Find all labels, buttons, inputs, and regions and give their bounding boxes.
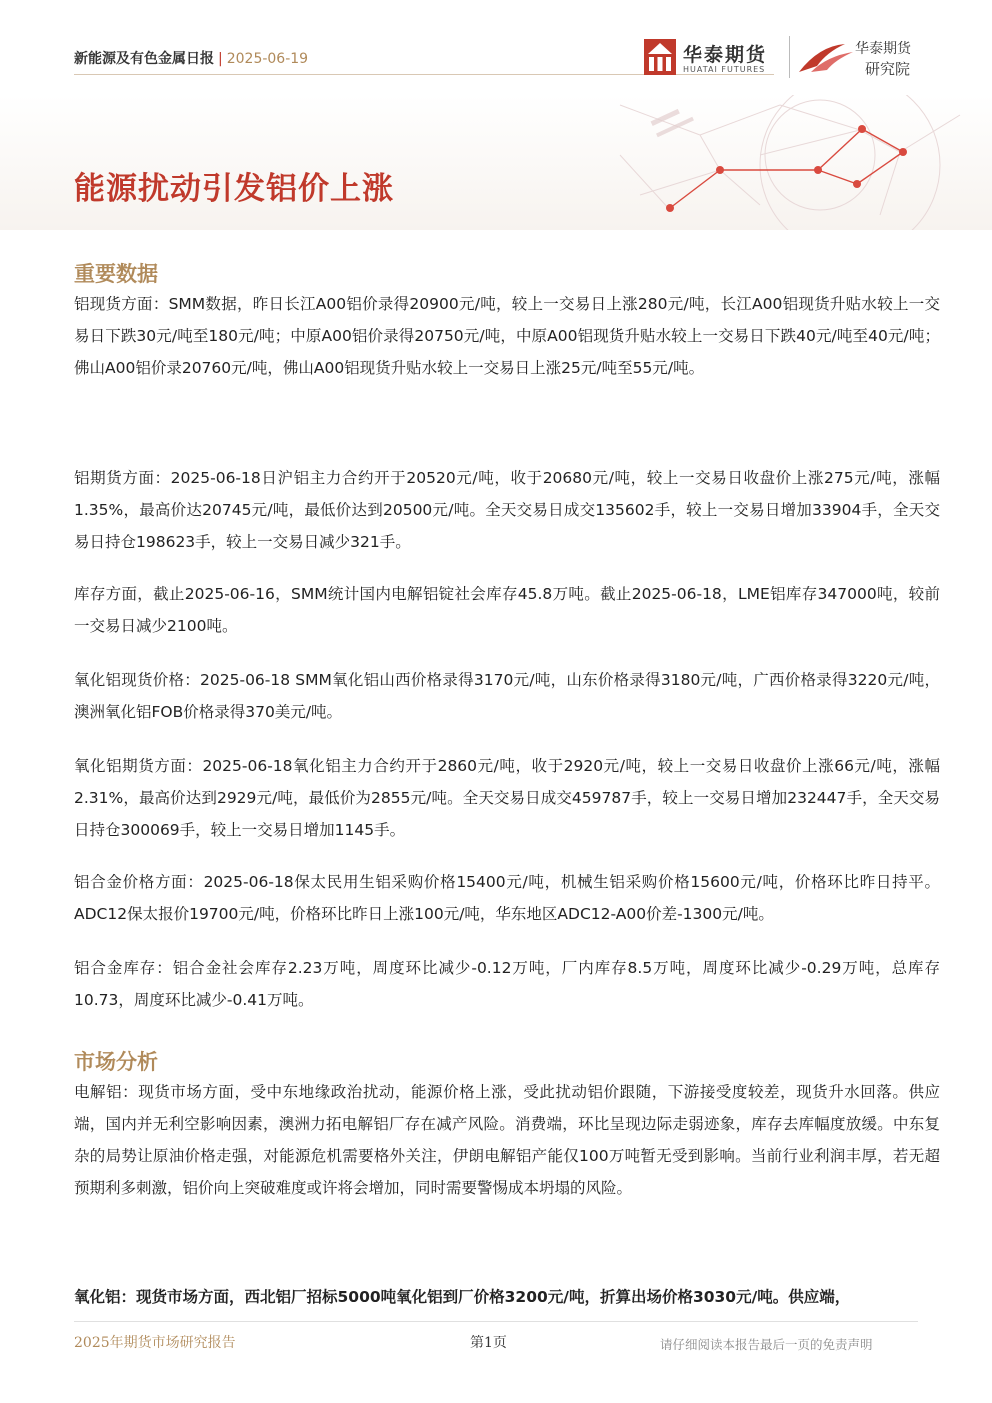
page-title: 能源扰动引发铝价上涨 bbox=[74, 171, 394, 207]
logo-divider bbox=[789, 36, 790, 78]
key-data-heading: 重要数据 bbox=[74, 262, 158, 286]
alloy-inventory-paragraph: 铝合金库存：铝合金社会库存2.23万吨，周度环比减少-0.12万吨，厂内库存8.5万吨，周度环比减少-0.29万吨，总库存10.73，周度环比减少-0.41万吨。 bbox=[74, 959, 940, 1009]
report-name: 新能源及有色金属日报 bbox=[74, 51, 214, 67]
electrolytic-aluminum-analysis: 电解铝：现货市场方面，受中东地缘政治扰动，能源价格上涨，受此扰动铝价跟随，下游接受度较差，现货升水回落。供应端，国内并无利空影响因素，澳洲力拓电解铝厂存在减产风险。消费端，环比呈现边际走弱迹象，库存去库幅度放缓。中东复杂的局势让原油价格走强，对能源危机需要格外关注，伊朗电解铝产能仅100万吨暂无受到影响。当前行业利润丰厚，若无超预期利多刺激，铝价向上突破难度或许将会增加，同时需要警惕成本坍塌的风险。 bbox=[74, 1083, 940, 1197]
institute-name-line1: 华泰期货 bbox=[855, 41, 911, 57]
aluminum-spot-paragraph: 铝现货方面：SMM数据，昨日长江A00铝价录得20900元/吨，较上一交易日上涨280元/吨，长江A00铝现货升贴水较上一交易日下跌30元/吨至180元/吨；中原A00铝价录得20750元/吨，中原A00铝现货升贴水较上一交易日下跌40元/吨至40元/吨；佛山A00铝价录20760元/吨，佛山A00铝现货升贴水较上一交易日上涨25元/吨至55元/吨。 bbox=[74, 295, 940, 377]
logo-english-name: HUATAI FUTURES bbox=[683, 65, 766, 74]
institute-swoosh-icon bbox=[797, 40, 857, 76]
alloy-price-paragraph: 铝合金价格方面：2025-06-18保太民用生铝采购价格15400元/吨，机械生铝采购价格15600元/吨，价格环比昨日持平。ADC12保太报价19700元/吨，价格环比昨日上涨100元/吨，华东地区ADC12-A00价差-1300元/吨。 bbox=[74, 873, 940, 923]
alumina-analysis: 氧化铝：现货市场方面，西北铝厂招标5000吨氧化铝到厂价格3200元/吨，折算出场价格3030元/吨。供应端， bbox=[74, 1288, 851, 1306]
footer-report-title: 2025年期货市场研究报告 bbox=[74, 1335, 236, 1351]
footer-divider bbox=[74, 1321, 918, 1322]
page-header bbox=[0, 0, 992, 95]
alumina-spot-paragraph: 氧化铝现货价格：2025-06-18 SMM氧化铝山西价格录得3170元/吨，山东价格录得3180元/吨，广西价格录得3220元/吨，澳洲氧化铝FOB价格录得370美元/吨。 bbox=[74, 671, 940, 721]
research-institute-logo bbox=[797, 38, 927, 80]
inventory-paragraph: 库存方面，截止2025-06-16，SMM统计国内电解铝锭社会库存45.8万吨。截止2025-06-18，LME铝库存347000吨，较前一交易日减少2100吨。 bbox=[74, 585, 940, 635]
report-date: 2025-06-19 bbox=[226, 51, 309, 67]
alumina-futures-paragraph: 氧化铝期货方面：2025-06-18氧化铝主力合约开于2860元/吨，收于2920元/吨，较上一交易日收盘价上涨66元/吨，涨幅2.31%，最高价达到2929元/吨，最低价为2855元/吨。全天交易日成交459787手，较上一交易日增加232447手，全天交易日持仓300069手，较上一交易日增加1145手。 bbox=[74, 757, 940, 839]
report-header-label bbox=[74, 48, 308, 68]
market-analysis-heading: 市场分析 bbox=[74, 1050, 158, 1074]
header-separator: | bbox=[218, 51, 223, 67]
institute-name-line2: 研究院 bbox=[865, 60, 911, 78]
page-number: 第1页 bbox=[470, 1335, 507, 1351]
huatai-logo-icon bbox=[643, 38, 677, 76]
logo-chinese-name: 华泰期货 bbox=[683, 44, 768, 66]
footer-disclaimer: 请仔细阅读本报告最后一页的免责声明 bbox=[660, 1337, 873, 1352]
huatai-futures-logo bbox=[643, 38, 783, 78]
aluminum-futures-paragraph: 铝期货方面：2025-06-18日沪铝主力合约开于20520元/吨，收于20680元/吨，较上一交易日收盘价上涨275元/吨，涨幅1.35%，最高价达20745元/吨，最低价达到20500元/吨。全天交易日成交135602手，较上一交易日增加33904手，全天交易日持仓198623手，较上一交易日减少321手。 bbox=[74, 469, 940, 551]
